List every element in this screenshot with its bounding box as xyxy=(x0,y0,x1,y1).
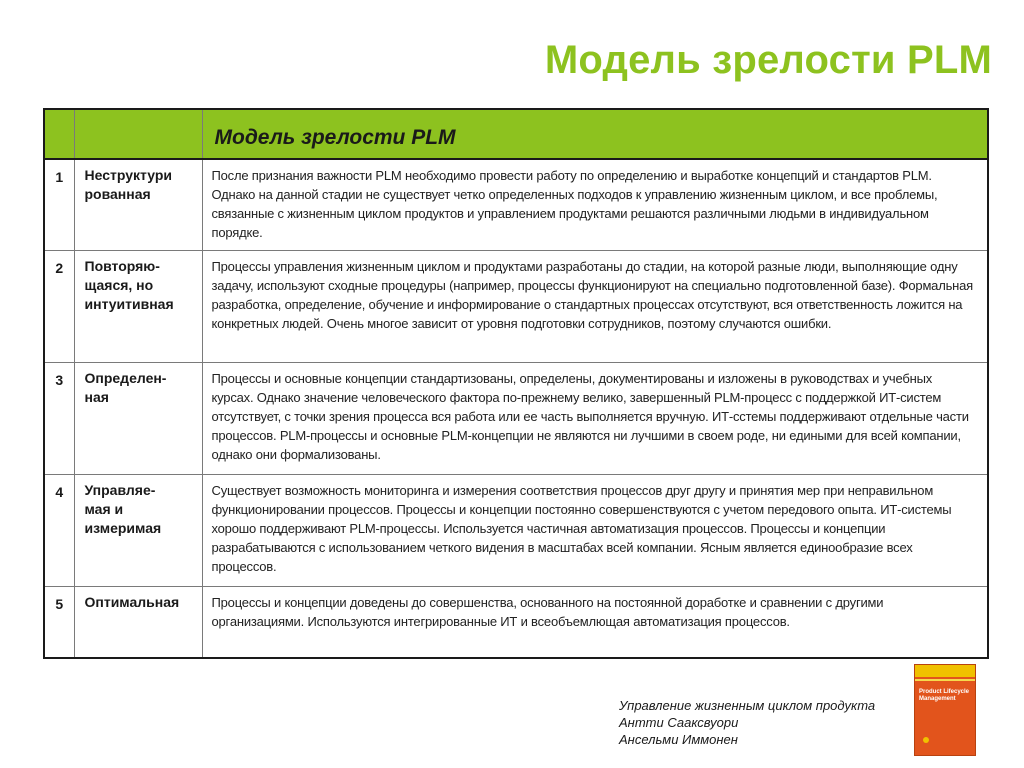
level-description: Процессы управления жизненным циклом и продуктами разработаны до стадии, на которой разные люди, выполняющие одну задачу, используют сходные процедуры (например, процессы функционируют на специально подготовленной базе). Формальная разработка, определение, обучение и информирование о стандартных процессах отсутствуют, вся ответственность ложится на конкретных людей. Очень многое зависит от уровня подготовки сотрудников, поэтому случаются ошибки. xyxy=(202,250,988,362)
header-num-cell xyxy=(44,109,74,159)
table-row xyxy=(44,362,988,474)
book-cover-band xyxy=(915,665,975,677)
level-name: Повторяю- щаяся, но интуитивная xyxy=(74,250,202,362)
maturity-table xyxy=(43,108,989,659)
source-author-2: Ансельми Иммонен xyxy=(619,732,738,747)
header-level-cell xyxy=(74,109,202,159)
book-cover-stripe xyxy=(915,679,975,681)
level-number: 2 xyxy=(44,250,74,362)
publisher-logo-icon xyxy=(923,737,929,743)
table-header-title: Модель зрелости PLM xyxy=(202,109,988,159)
level-description: Существует возможность мониторинга и измерения соответствия процессов друг другу и принятия мер при неправильном функционировании процессов. Процессы и концепции постоянно совершенствуются с учетом передового опыта. ИТ-системы хорошо поддерживают PLM-процессы. Используется частичная автоматизация процессов. Процессы и концепции разрабатываются с использованием четкого видения в масштабах всей компании. Ясным является единообразие всех процессов. xyxy=(202,474,988,586)
level-name: Неструктури рованная xyxy=(74,159,202,250)
table-row xyxy=(44,586,988,658)
level-number: 3 xyxy=(44,362,74,474)
table-row xyxy=(44,159,988,250)
level-description: Процессы и концепции доведены до совершенства, основанного на постоянной доработке и сравнении с другими организациями. Используются интегрированные ИТ и всеобъемлющая автоматизация процессов. xyxy=(202,586,988,658)
level-name: Управляе- мая и измеримая xyxy=(74,474,202,586)
level-name: Определен- ная xyxy=(74,362,202,474)
level-description: Процессы и основные концепции стандартизованы, определены, документированы и изложены в руководствах и учебных курсах. Однако значение человеческого фактора по-прежнему велико, завершенный PLM-процесс с поддержкой ИТ-систем отсутствует, с точки зрения процесса вся работа или ее часть выполняется вручную. ИТ-сстемы поддерживают отдельные части процессов. PLM-процессы и основные PLM-концепции не являются ни лучшими в своем роде, ни едиными для всей компании, однако они формализованы. xyxy=(202,362,988,474)
source-author-1: Антти Сааксвуори xyxy=(619,715,739,730)
book-cover-image xyxy=(914,664,976,756)
book-cover-title: Product Lifecycle Management xyxy=(919,689,970,702)
level-number: 4 xyxy=(44,474,74,586)
level-number: 5 xyxy=(44,586,74,658)
source-citation xyxy=(619,697,875,748)
source-book-title: Управление жизненным циклом продукта xyxy=(619,698,876,713)
level-number: 1 xyxy=(44,159,74,250)
table-row xyxy=(44,474,988,586)
table-row xyxy=(44,250,988,362)
table-header-row xyxy=(44,109,988,159)
level-description: После признания важности PLM необходимо провести работу по определению и выработке концепций и стандартов PLM. Однако на данной стадии не существует четко определенных подходов к управлению жизненным циклом, и все проблемы, связанные с жизненным циклом продуктов и управлением продуктами решаются различными людьми в индивидуальном порядке. xyxy=(202,159,988,250)
page-title: Модель зрелости PLM xyxy=(544,38,992,82)
level-name: Оптимальная xyxy=(74,586,202,658)
